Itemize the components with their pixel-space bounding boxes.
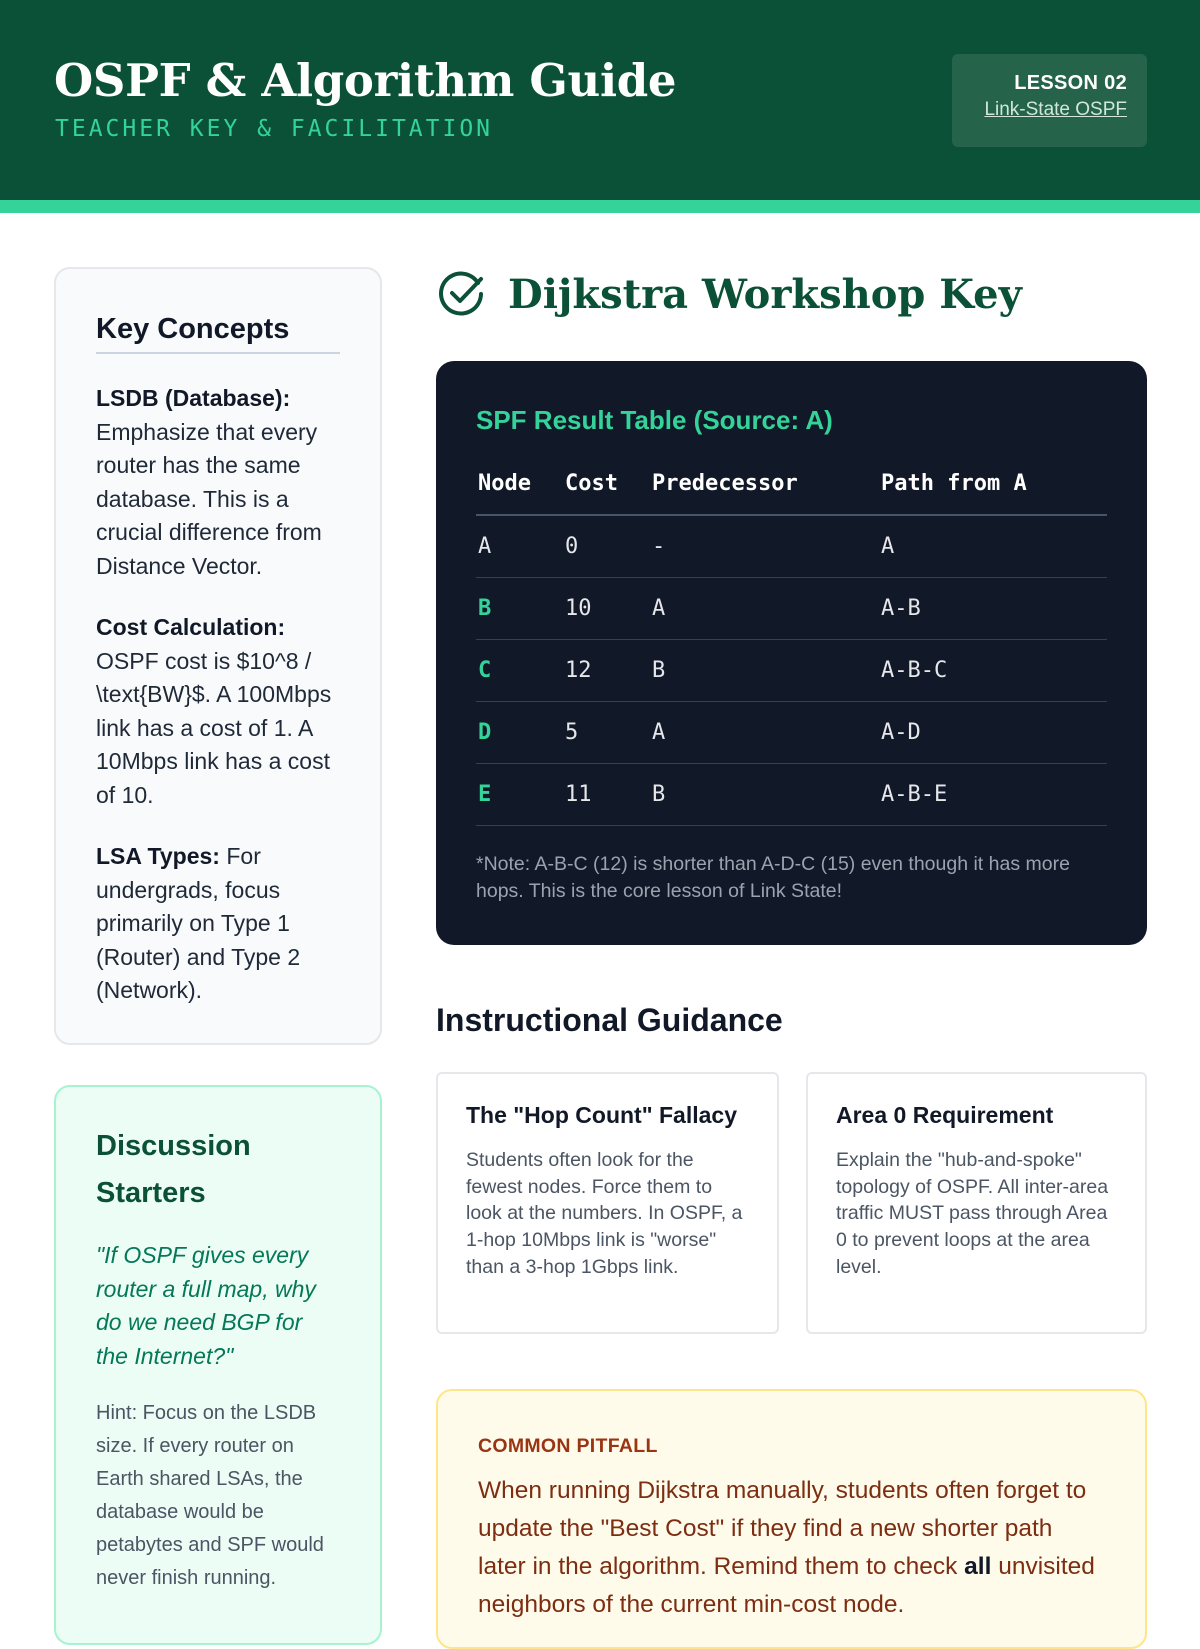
predecessor-cell: B — [650, 639, 879, 701]
concept-item — [96, 382, 340, 583]
guidance-card-text: Students often look for the fewest nodes. Force them to look at the numbers. In OSPF, a 1-hop 10Mbps link is "worse" than a 3-hop 1Gbps link. — [466, 1149, 743, 1278]
section-heading — [436, 266, 1022, 322]
guidance-card-heading: The "Hop Count" Fallacy — [466, 1102, 737, 1128]
column-header: Path from A — [879, 453, 1107, 515]
pitfall-text — [478, 1472, 1105, 1624]
node-cell: D — [476, 701, 563, 763]
discussion-hint: Hint: Focus on the LSDB size. If every router on Earth shared LSAs, the database would be petabytes and SPF would never finish running. — [96, 1402, 324, 1589]
spf-result-card — [436, 361, 1147, 945]
discussion-heading: Discussion Starters — [96, 1130, 251, 1209]
concept-text: Emphasize that every router has the same database. This is a crucial difference from Distance Vector. — [96, 418, 322, 579]
path-cell: A-B — [879, 577, 1107, 639]
node-cell: E — [476, 763, 563, 825]
table-row — [476, 515, 1107, 577]
check-circle-icon — [436, 269, 486, 319]
table-row — [476, 639, 1107, 701]
cost-cell: 0 — [563, 515, 650, 577]
guidance-card-hop-count — [436, 1072, 779, 1334]
guidance-card-text: Explain the "hub-and-spoke" topology of OSPF. All inter-area traffic MUST pass through Area 0 to prevent loops at the area level. — [836, 1149, 1109, 1278]
predecessor-cell: A — [650, 577, 879, 639]
discussion-starters-card — [54, 1085, 382, 1645]
cost-cell: 10 — [563, 577, 650, 639]
section-title: Dijkstra Workshop Key — [508, 270, 1022, 318]
lesson-badge — [952, 54, 1147, 147]
column-header: Node — [476, 453, 563, 515]
node-cell: B — [476, 577, 563, 639]
page-subtitle: TEACHER KEY & FACILITATION — [55, 116, 494, 142]
cost-cell: 12 — [563, 639, 650, 701]
page-header — [0, 0, 1200, 200]
header-accent-stripe — [0, 200, 1200, 213]
predecessor-cell: B — [650, 763, 879, 825]
pitfall-label: COMMON PITFALL — [478, 1435, 658, 1457]
discussion-quote: "If OSPF gives every router a full map, why do we need BGP for the Internet?" — [96, 1242, 316, 1369]
path-cell: A-B-E — [879, 763, 1107, 825]
table-header-row — [476, 453, 1107, 515]
key-concepts-heading: Key Concepts — [96, 313, 340, 354]
cost-cell: 5 — [563, 701, 650, 763]
guidance-card-heading: Area 0 Requirement — [836, 1102, 1054, 1128]
predecessor-cell: - — [650, 515, 879, 577]
path-cell: A — [879, 515, 1107, 577]
key-concepts-card — [54, 267, 382, 1045]
pitfall-emphasis: all — [964, 1553, 992, 1580]
page-title: OSPF & Algorithm Guide — [54, 54, 677, 107]
common-pitfall-callout — [436, 1389, 1147, 1649]
pitfall-text-part: When running Dijkstra manually, students often forget to update the "Best Cost" if they find a new shorter path later in the algorithm. Remind them to check — [478, 1477, 1087, 1580]
table-row — [476, 577, 1107, 639]
pitfall-text-part: unvisited neighbors of the current min-cost node. — [478, 1553, 1095, 1618]
column-header: Predecessor — [650, 453, 879, 515]
path-cell: A-D — [879, 701, 1107, 763]
concept-item — [96, 611, 340, 812]
concept-term: LSA Types: — [96, 843, 220, 869]
concept-text: OSPF cost is $10^8 / \text{BW}$. A 100Mbps link has a cost of 1. A 10Mbps link has a cost of 10. — [96, 647, 332, 808]
node-cell: C — [476, 639, 563, 701]
predecessor-cell: A — [650, 701, 879, 763]
lesson-number: LESSON 02 — [1014, 72, 1127, 94]
spf-note: *Note: A-B-C (12) is shorter than A-D-C (15) even though it has more hops. This is the core lesson of Link State! — [476, 853, 1070, 902]
spf-table-title: SPF Result Table (Source: A) — [476, 405, 833, 435]
spf-result-table — [476, 453, 1107, 826]
guidance-heading: Instructional Guidance — [436, 1002, 783, 1038]
node-cell: A — [476, 515, 563, 577]
cost-cell: 11 — [563, 763, 650, 825]
lesson-topic-link[interactable]: Link-State OSPF — [984, 99, 1127, 120]
concept-item — [96, 840, 340, 1008]
concept-term: Cost Calculation: — [96, 614, 286, 640]
guidance-card-area0 — [806, 1072, 1147, 1334]
table-row — [476, 763, 1107, 825]
concept-term: LSDB (Database): — [96, 385, 291, 411]
table-row — [476, 701, 1107, 763]
path-cell: A-B-C — [879, 639, 1107, 701]
concept-text: For undergrads, focus primarily on Type 1 (Router) and Type 2 (Network). — [96, 843, 301, 1003]
column-header: Cost — [563, 453, 650, 515]
